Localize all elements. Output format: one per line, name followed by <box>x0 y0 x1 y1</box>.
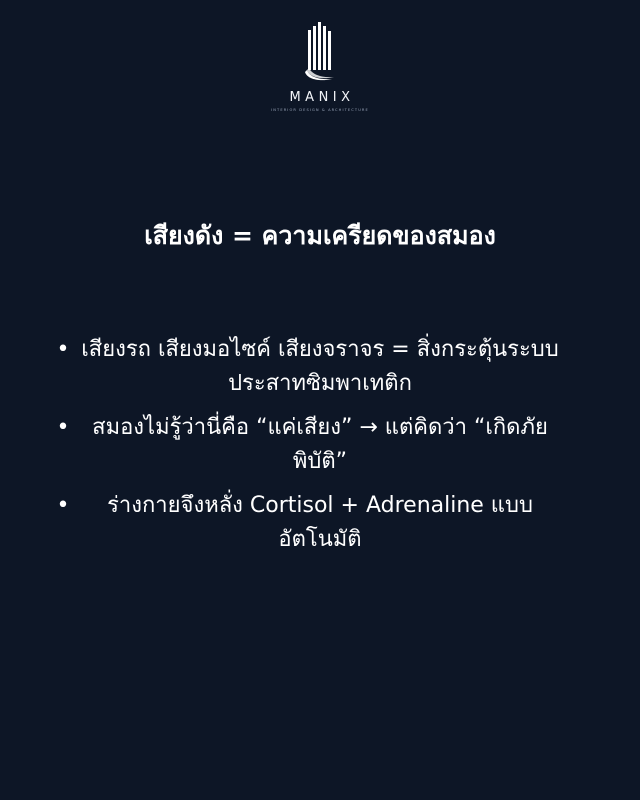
bullet-dot-icon: • <box>56 492 70 518</box>
bullet-list <box>50 333 590 568</box>
brand-wordmark: MANIX <box>289 90 355 105</box>
list-item-text: สมองไม่รู้ว่านี่คือ “แค่เสียง” → แต่คิดว่า “เกิดภัยพิบัติ” <box>92 414 548 474</box>
list-item <box>50 411 590 479</box>
bullet-dot-icon: • <box>56 414 70 440</box>
list-item <box>50 489 590 557</box>
skyscraper-logo-icon <box>287 22 353 84</box>
page-title: เสียงดัง = ความเครียดของสมอง <box>144 221 496 250</box>
bullet-dot-icon: • <box>56 336 70 362</box>
list-item-text: ร่างกายจึงหลั่ง Cortisol + Adrenaline แบบอัตโนมัติ <box>107 492 533 552</box>
list-item-text: เสียงรถ เสียงมอไซค์ เสียงจราจร = สิ่งกระตุ้นระบบประสาทซิมพาเทติก <box>81 336 559 396</box>
brand-logo <box>240 22 400 112</box>
list-item <box>50 333 590 401</box>
brand-tagline: INTERIOR DESIGN & ARCHITECTURE <box>271 108 369 112</box>
